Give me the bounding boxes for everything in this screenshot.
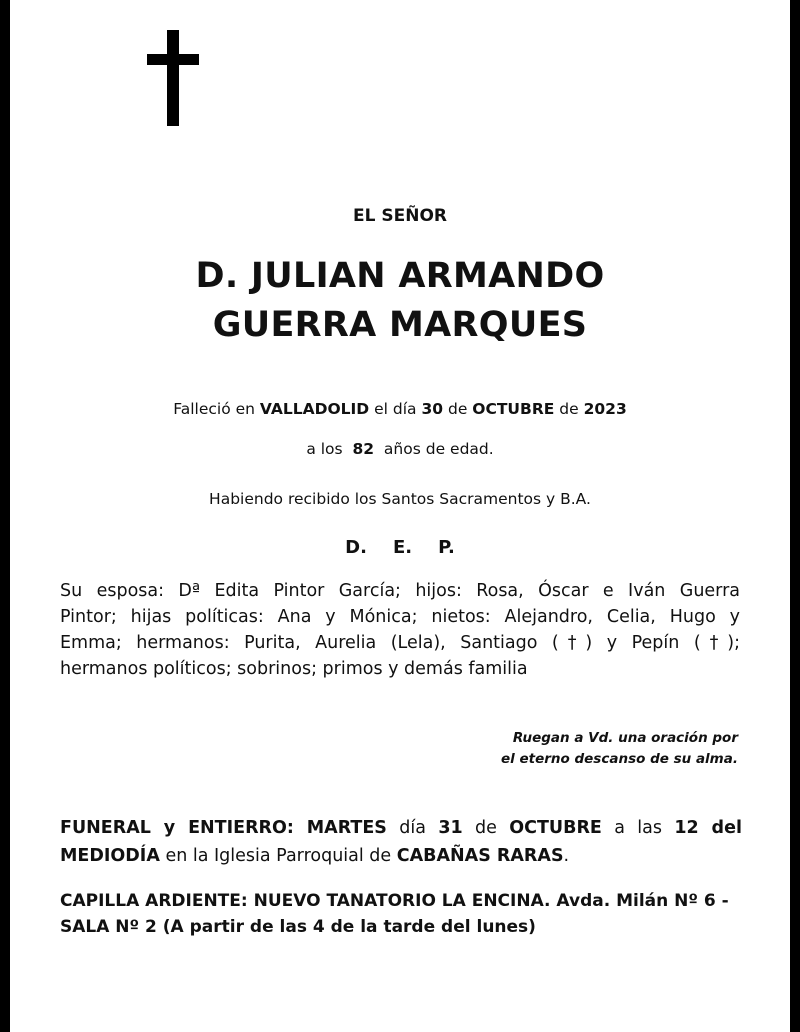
death-day: 30 [421, 400, 444, 418]
family-line: Emma; hermanos: Purita, Aurelia (Lela), Santiago (†) y Pepín (†); [60, 633, 740, 653]
death-year: 2023 [583, 400, 627, 418]
dep-text: D. E. P. [345, 537, 455, 558]
deceased-name [10, 252, 790, 350]
death-info: Falleció en VALLADOLID el día 30 de OCTUBRE de 2023 [173, 400, 627, 418]
name-line-2: GUERRA MARQUES [212, 305, 588, 345]
age-info: a los 82 años de edad. [306, 440, 494, 458]
cross-icon [147, 30, 199, 126]
sacraments-text: Habiendo recibido los Santos Sacramentos y B.A. [209, 490, 591, 508]
title: EL SEÑOR [353, 206, 447, 226]
name-line-1: D. JULIAN ARMANDO [195, 256, 605, 296]
obituary-page [10, 0, 790, 1032]
death-city: VALLADOLID [259, 400, 370, 418]
family-line: Su esposa: Dª Edita Pintor García; hijos: Rosa, Óscar e Iván Guerra [60, 581, 740, 601]
family-list [60, 578, 740, 682]
chapel-info: CAPILLA ARDIENTE: NUEVO TANATORIO LA ENCINA. Avda. Milán Nº 6 - SALA Nº 2 (A partir de las 4 de la tarde del lunes) [60, 891, 729, 937]
family-line: Pintor; hijas políticas: Ana y Mónica; nietos: Alejandro, Celia, Hugo y [60, 607, 740, 627]
death-month: OCTUBRE [472, 400, 555, 418]
family-line: hermanos políticos; sobrinos; primos y demás familia [60, 659, 528, 679]
funeral-place: CABAÑAS RARAS [396, 846, 564, 866]
age-value: 82 [352, 440, 375, 458]
funeral-info: FUNERAL y ENTIERRO: MARTES día 31 de OCTUBRE a las 12 del MEDIODÍA en la Iglesia Parroquial de CABAÑAS RARAS. [60, 818, 742, 866]
prayer-text: Ruegan a Vd. una oración por el eterno descanso de su alma. [501, 730, 738, 767]
